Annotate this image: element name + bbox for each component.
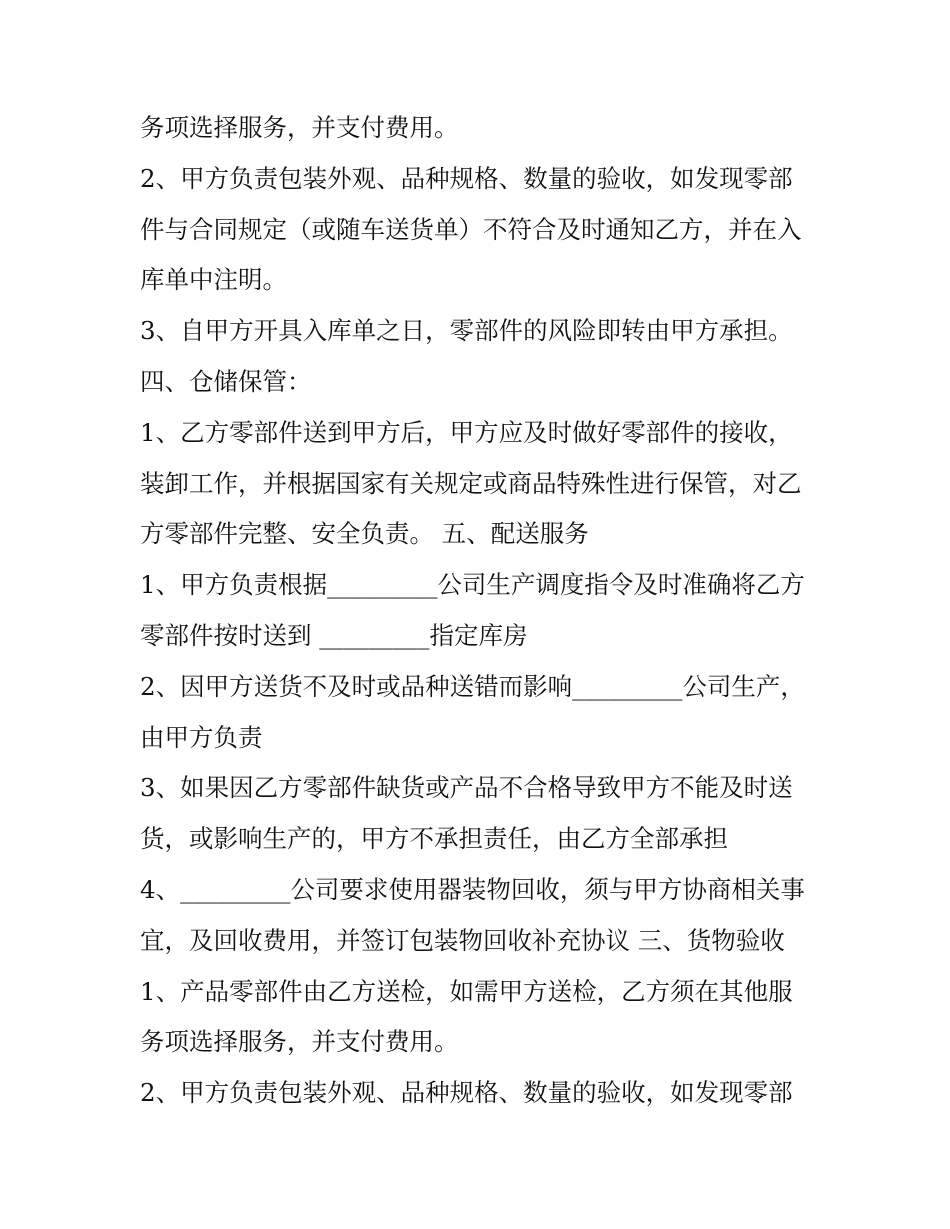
document-body [140,103,920,1119]
text-line-with-section-heading: 方零部件完整、安全负责。 五、配送服务 [140,519,589,549]
text-line: 1、乙方零部件送到甲方后，甲方应及时做好零部件的接收， [140,417,793,447]
text-line-with-blank: 零部件按时送到 _________指定库房 [140,620,528,650]
text-line: 2、甲方负责包装外观、品种规格、数量的验收，如发现零部 [140,163,793,193]
section-heading-line: 四、仓储保管： [140,366,312,396]
text-line-with-blank: 1、甲方负责根据_________公司生产调度指令及时准确将乙方 [140,570,805,600]
text-line: 3、如果因乙方零部件缺货或产品不合格导致甲方不能及时送 [140,773,793,803]
text-line: 装卸工作，并根据国家有关规定或商品特殊性进行保管，对乙 [140,468,802,498]
text-line: 1、产品零部件由乙方送检，如需甲方送检，乙方须在其他服 [140,976,793,1006]
text-line: 务项选择服务，并支付费用。 [140,1027,459,1057]
text-line-with-section-heading: 宜，及回收费用，并签订包装物回收补充协议 三、货物验收 [140,925,785,955]
text-line-with-blank: 2、因甲方送货不及时或品种送错而影响_________公司生产， [140,671,805,701]
text-line: 由甲方负责 [140,722,263,752]
text-line: 3、自甲方开具入库单之日，零部件的风险即转由甲方承担。 [140,316,793,346]
text-line: 库单中注明。 [140,265,287,295]
text-line: 务项选择服务，并支付费用。 [140,113,459,142]
text-line: 2、甲方负责包装外观、品种规格、数量的验收，如发现零部 [140,1078,793,1108]
text-line: 件与合同规定（或随车送货单）不符合及时通知乙方，并在入 [140,214,802,244]
text-line-with-blank: 4、_________公司要求使用器装物回收，须与甲方协商相关事 [140,874,805,904]
text-line: 货，或影响生产的，甲方不承担责任，由乙方全部承担 [140,824,728,854]
